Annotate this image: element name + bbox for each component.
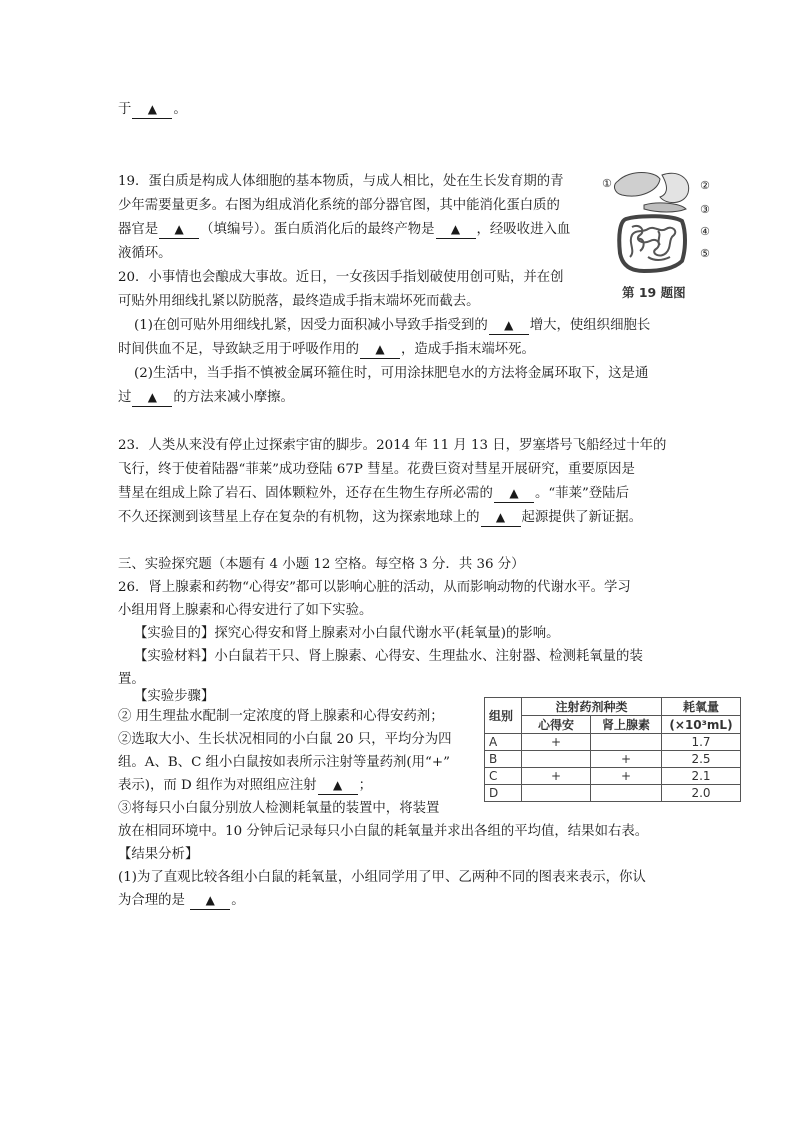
answer-blank[interactable]: ▲ bbox=[489, 316, 529, 335]
cell-drug2 bbox=[591, 734, 662, 751]
answer-blank[interactable]: ▲ bbox=[190, 891, 230, 910]
q20-part1 bbox=[134, 316, 650, 336]
q26-materials-2: 置。 bbox=[118, 672, 145, 687]
text: 彗星在组成上除了岩石、固体颗粒外，还存在生物生存所必需的 bbox=[118, 486, 493, 501]
text: 于 bbox=[118, 102, 132, 117]
text: 时间供血不足，导致缺乏用于呼吸作用的 bbox=[118, 342, 360, 357]
q23-line1: 23．人类从来没有停止过探索宇宙的脚步。2014 年 11 月 13 日，罗塞塔号飞船经过十年的 bbox=[118, 438, 667, 453]
table-row bbox=[485, 785, 741, 802]
cell-drug1 bbox=[522, 785, 591, 802]
cell-group: A bbox=[485, 734, 522, 751]
q23-line2: 飞行，终于使着陆器“菲莱”成功登陆 67P 彗星。花费巨资对彗星开展研究，重要原因是 bbox=[118, 462, 635, 477]
q26-analysis2 bbox=[118, 891, 245, 911]
marker-2: ② bbox=[700, 179, 710, 192]
table-row bbox=[485, 768, 741, 785]
cell-oxygen: 2.5 bbox=[662, 751, 741, 768]
answer-blank[interactable]: ▲ bbox=[494, 484, 534, 503]
header-group: 组别 bbox=[485, 698, 522, 734]
line-top bbox=[118, 100, 187, 120]
figure-caption: 第 19 题图 bbox=[622, 285, 686, 300]
q26-step1: ② 用生理盐水配制一定浓度的肾上腺素和心得安药剂； bbox=[118, 709, 444, 724]
marker-3: ③ bbox=[700, 203, 710, 216]
text: ； bbox=[358, 778, 372, 793]
text: 增大，使组织细胞长 bbox=[529, 318, 651, 333]
header-oxygen: 耗氧量 bbox=[662, 698, 741, 716]
header-drug2: 肾上腺素 bbox=[591, 716, 662, 734]
q26-step3a: ③将每只小白鼠分别放人检测耗氧量的装置中，将装置 bbox=[118, 801, 440, 816]
cell-drug1: + bbox=[522, 734, 591, 751]
q23-line3 bbox=[118, 484, 629, 504]
q26-analysis-title: 【结果分析】 bbox=[118, 847, 199, 862]
cell-oxygen: 2.0 bbox=[662, 785, 741, 802]
text: 的方法来减小摩擦。 bbox=[173, 390, 294, 405]
cell-drug1: + bbox=[522, 768, 591, 785]
text: 为合理的是 bbox=[118, 893, 185, 908]
answer-blank[interactable]: ▲ bbox=[132, 100, 172, 119]
text: 。 bbox=[231, 893, 245, 908]
q19-line2: 少年需要量更多。右图为组成消化系统的部分器官图，其中能消化蛋白质的 bbox=[118, 198, 560, 213]
header-drug1: 心得安 bbox=[522, 716, 591, 734]
cell-drug2: + bbox=[591, 768, 662, 785]
q20-part1b bbox=[118, 340, 535, 360]
answer-blank[interactable]: ▲ bbox=[318, 776, 358, 795]
table-row bbox=[485, 751, 741, 768]
digestive-organs-drawing bbox=[600, 165, 712, 285]
q26-step2a: ②选取大小、生长状况相同的小白鼠 20 只，平均分为四 bbox=[118, 732, 452, 747]
header-unit: (×10³mL) bbox=[662, 716, 741, 734]
table-header-row bbox=[485, 698, 741, 716]
q20-line2: 可贴外用细线扎紧以防脱落，最终造成手指末端坏死而截去。 bbox=[118, 294, 480, 309]
q20-part2b bbox=[118, 388, 294, 408]
text: (1)在创可贴外用细线扎紧，因受力面积减小导致手指受到的 bbox=[134, 318, 488, 333]
cell-group: D bbox=[485, 785, 522, 802]
answer-blank[interactable]: ▲ bbox=[481, 508, 521, 527]
cell-oxygen: 2.1 bbox=[662, 768, 741, 785]
text: 过 bbox=[118, 390, 132, 405]
text: （填编号）。蛋白质消化后的最终产物是 bbox=[200, 222, 435, 237]
q19-line1: 19．蛋白质是构成人体细胞的基本物质，与成人相比，处在生长发育期的青 bbox=[118, 174, 564, 189]
answer-blank[interactable]: ▲ bbox=[360, 340, 400, 359]
text: 器官是 bbox=[118, 222, 159, 237]
cell-oxygen: 1.7 bbox=[662, 734, 741, 751]
text: 。 bbox=[173, 102, 187, 117]
q26-line2: 小组用肾上腺素和心得安进行了如下实验。 bbox=[118, 603, 373, 618]
answer-blank[interactable]: ▲ bbox=[436, 220, 476, 239]
q26-analysis1: (1)为了直观比较各组小白鼠的耗氧量，小组同学用了甲、乙两种不同的图表来表示，你认 bbox=[118, 870, 646, 885]
digestive-system-figure bbox=[600, 165, 712, 295]
text: 。“菲莱”登陆后 bbox=[534, 486, 629, 501]
text: ，经吸收进入血 bbox=[476, 222, 571, 237]
q26-step2c bbox=[118, 776, 372, 796]
q20-part2: (2)生活中，当手指不慎被金属环箍住时，可用涂抹肥皂水的方法将金属环取下，这是通 bbox=[134, 366, 649, 381]
cell-drug1 bbox=[522, 751, 591, 768]
q26-line1: 26．肾上腺素和药物“心得安”都可以影响心脏的活动，从而影响动物的代谢水平。学习 bbox=[118, 580, 631, 595]
text: 起源提供了新证据。 bbox=[521, 510, 643, 525]
q26-step3b: 放在相同环境中。10 分钟后记录每只小白鼠的耗氧量并求出各组的平均值，结果如右表。 bbox=[118, 824, 649, 839]
q19-line3 bbox=[118, 220, 570, 240]
text: 表示)，而 D 组作为对照组应注射 bbox=[118, 778, 317, 793]
cell-group: C bbox=[485, 768, 522, 785]
q26-materials-1: 【实验材料】小白鼠若干只、肾上腺素、心得安、生理盐水、注射器、检测耗氧量的装 bbox=[134, 649, 643, 664]
q23-line4 bbox=[118, 508, 642, 528]
cell-drug2: + bbox=[591, 751, 662, 768]
marker-4: ④ bbox=[700, 225, 710, 238]
q19-line4: 液循环。 bbox=[118, 246, 172, 261]
q26-steps-title: 【实验步骤】 bbox=[134, 689, 215, 704]
marker-1: ① bbox=[602, 177, 612, 190]
answer-blank[interactable]: ▲ bbox=[132, 388, 172, 407]
q26-step2b: 组。A、B、C 组小白鼠按如表所示注射等量药剂(用“+” bbox=[118, 755, 450, 770]
text: 不久还探测到该彗星上存在复杂的有机物，这为探索地球上的 bbox=[118, 510, 480, 525]
text: ，造成手指末端坏死。 bbox=[401, 342, 535, 357]
table-row bbox=[485, 734, 741, 751]
answer-blank[interactable]: ▲ bbox=[159, 220, 199, 239]
cell-group: B bbox=[485, 751, 522, 768]
q20-line1: 20．小事情也会酿成大事故。近日，一女孩因手指划破使用创可贴，并在创 bbox=[118, 270, 564, 285]
experiment-results-table bbox=[484, 697, 741, 802]
marker-5: ⑤ bbox=[700, 247, 710, 260]
q26-purpose: 【实验目的】探究心得安和肾上腺素对小白鼠代谢水平(耗氧量)的影响。 bbox=[134, 626, 560, 641]
header-drug: 注射药剂种类 bbox=[522, 698, 662, 716]
table-subheader-row bbox=[485, 716, 741, 734]
section-heading: 三、实验探究题（本题有 4 小题 12 空格。每空格 3 分．共 36 分） bbox=[118, 557, 525, 572]
cell-drug2 bbox=[591, 785, 662, 802]
